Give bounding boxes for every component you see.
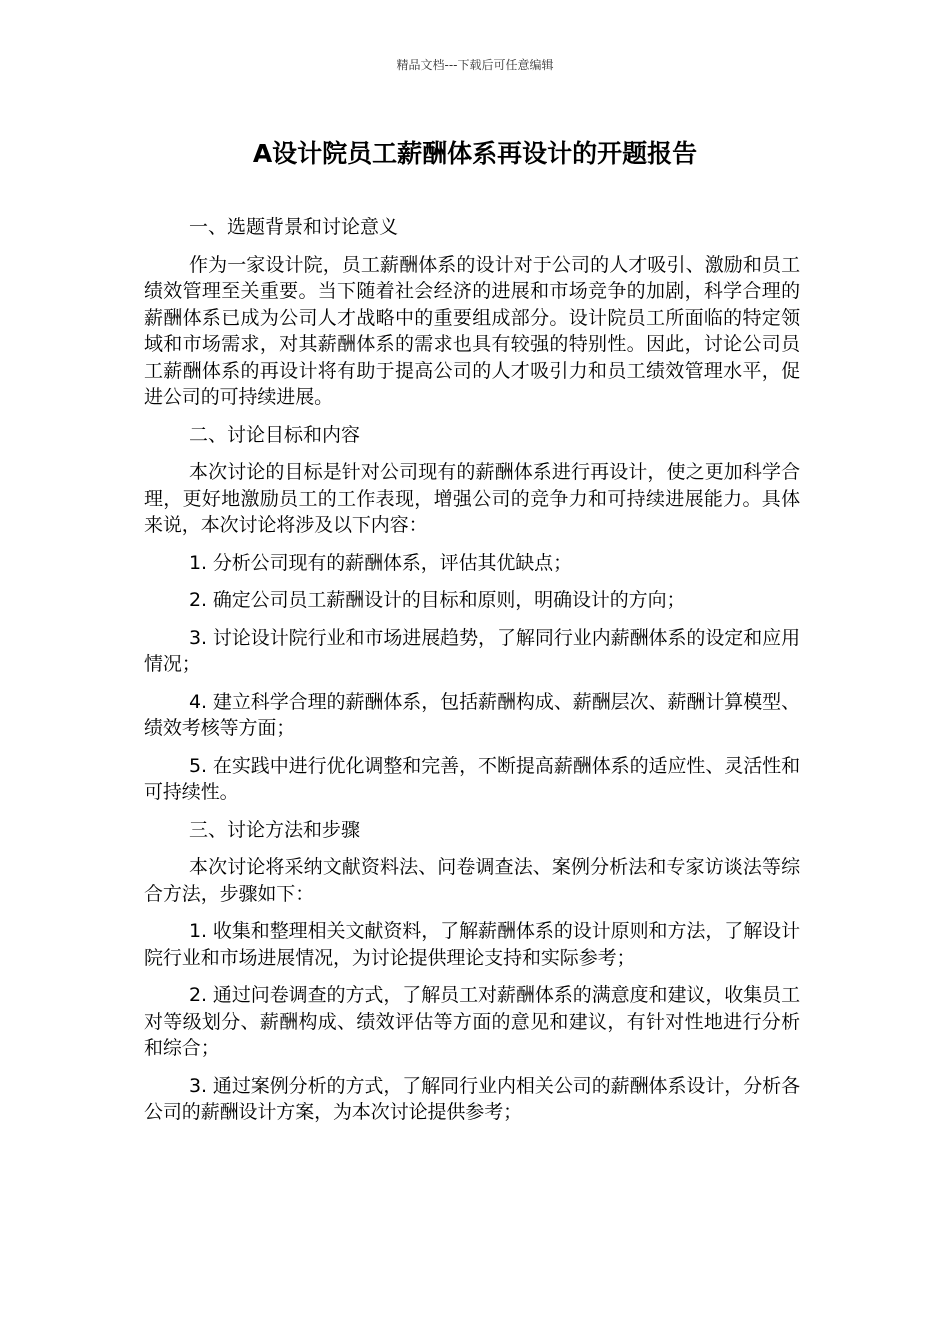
list-item: 4. 建立科学合理的薪酬体系，包括薪酬构成、薪酬层次、薪酬计算模型、绩效考核等方面； [144, 690, 800, 739]
page-header: 精品文档---下载后可任意编辑 [396, 58, 554, 72]
body-paragraph: 本次讨论的目标是针对公司现有的薪酬体系进行再设计，使之更加科学合理，更好地激励员工的工作表现，增强公司的竞争力和可持续进展能力。具体来说，本次讨论将涉及以下内容： [144, 461, 800, 536]
list-item: 3. 讨论设计院行业和市场进展趋势，了解同行业内薪酬体系的设定和应用情况； [144, 626, 800, 675]
list-item: 2. 通过问卷调查的方式，了解员工对薪酬体系的满意度和建议，收集员工对等级划分、薪酬构成、绩效评估等方面的意见和建议，有针对性地进行分析和综合； [144, 984, 800, 1059]
section-heading: 一、选题背景和讨论意义 [189, 216, 399, 238]
list-item: 2. 确定公司员工薪酬设计的目标和原则，明确设计的方向； [189, 589, 686, 611]
document-title: A设计院员工薪酬体系再设计的开题报告 [252, 139, 698, 168]
body-paragraph: 作为一家设计院，员工薪酬体系的设计对于公司的人才吸引、激励和员工绩效管理至关重要。当下随着社会经济的进展和市场竞争的加剧，科学合理的薪酬体系已成为公司人才战略中的重要组成部分。设计院员工所面临的特定领域和市场需求，对其薪酬体系的需求也具有较强的特别性。因此，讨论公司员工薪酬体系的再设计将有助于提高公司的人才吸引力和员工绩效管理水平，促进公司的可持续进展。 [144, 253, 800, 408]
list-item: 1. 分析公司现有的薪酬体系，评估其优缺点； [189, 551, 572, 574]
document-body [144, 214, 800, 1137]
body-paragraph: 本次讨论将采纳文献资料法、问卷调查法、案例分析法和专家访谈法等综合方法，步骤如下： [144, 856, 800, 905]
list-item: 5. 在实践中进行优化调整和完善，不断提高薪酬体系的适应性、灵活性和可持续性。 [144, 754, 800, 803]
section-heading: 二、讨论目标和内容 [189, 423, 361, 446]
list-item: 3. 通过案例分析的方式，了解同行业内相关公司的薪酬体系设计，分析各公司的薪酬设计方案，为本次讨论提供参考； [144, 1074, 800, 1123]
section-heading: 三、讨论方法和步骤 [189, 818, 361, 841]
list-item: 1. 收集和整理相关文献资料，了解薪酬体系的设计原则和方法，了解设计院行业和市场进展情况，为讨论提供理论支持和实际参考； [144, 920, 800, 969]
